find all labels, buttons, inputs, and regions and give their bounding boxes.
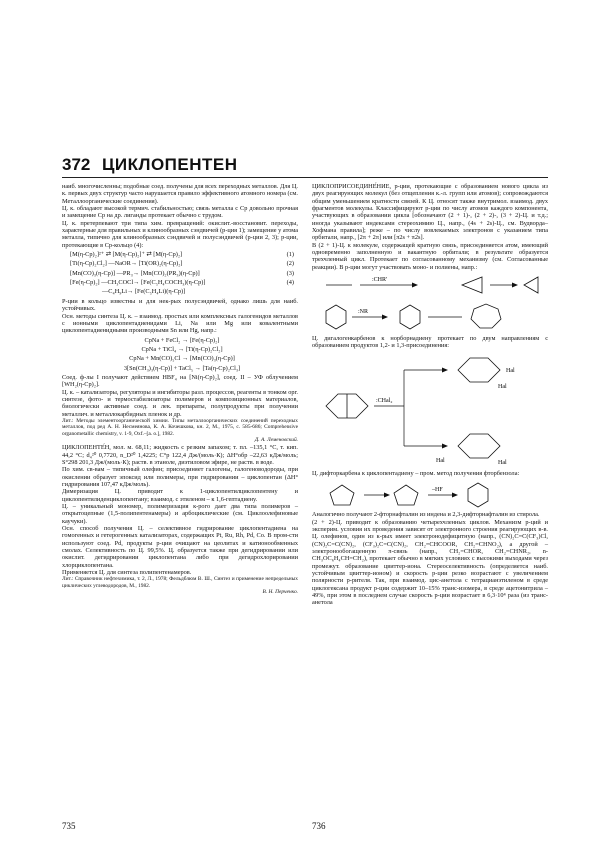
arrow-head [452,493,458,498]
synthesis-2: CpNa + TiCl₄ → [Ti(η-Cp)₂Cl₂] [141,345,223,353]
halogen-label: Hal [498,383,507,390]
paragraph: Аналогично получают 2-фторнафталин из индена и 2,3-дифторнафталин из стирола. [312,511,540,519]
paragraph: Ц. дигалогенкарбенов к норборнадиену протекает по двум направлениям с образованием продуктов 1,2- и 1,3-присоединения: [312,335,548,350]
paragraph: Ц. к. претерпевают три типа хим. превращений: окислит.-восстановит. переходы, характерные для правильных и клинообразных сэндвичей (р-ция 1); замещение у атома металла, типично для клинообразных сэндвичей и полусэндвичей (р-ции 2, 3); р-ции, протекающие в Cp-кольцо (4): [62,219,298,249]
left-column [62,183,298,596]
equation-1 [62,251,298,258]
synthesis-4: 3[Sn(CH₃)₃(η-Cp)] + TaCl₅ → [Ta(η-Cp)₂Cl₃] [123,364,241,372]
equation-number: (4) [286,279,294,287]
equation-number: (2) [286,260,294,268]
reagent-label: –HF [432,487,443,494]
arrow-head [412,283,418,288]
fluorobenzene [468,483,488,507]
paragraph: Димеризация Ц. приводит к 1-циклопентилциклопентену и циклопентилиденциклопентану; взаимод. с этиленом – к 1,6-гептадиену. [62,488,298,503]
paragraph: ЦИКЛОПЕНТЕ́Н, мол. м. 68,11; жидкость с резким запахом; т. пл. –135,1 °C, т. кип. 44,2 °C; d₄²⁰ 0,7720, n_D²⁰ 1,4225; C°p 122,4 Дж/(моль·К); ΔH°обр –22,63 кДж/моль; S°298 201,3 Дж/(моль·К); раств. в этаноле, диэтиловом эфире, не раств. в воде. [62,444,298,466]
paragraph: По хим. св-вам – типичный олефин; присоединяет галогены, галогеноводороды, при окислении образует эпоксид или полимеры, при гидрировании – циклопентан (ΔH° гидрирования 107,47 кДж/моль). [62,466,298,488]
equation-text: —C₄H₉Li→ [Fe(C₅H₄Li)(η-Cp)] [102,288,186,296]
header-rule [62,177,548,178]
author-signature: В. Н. Перченко. [262,588,298,595]
cyclopentadiene [330,485,354,505]
cyclopropane-ring [524,277,538,293]
halogen-label: Hal [498,459,507,466]
aziridine-product [400,305,420,329]
equation-2 [62,260,298,267]
paragraph: Применяется Ц. для синтеза полипентенамеров. [62,569,192,577]
benzene-ring [326,305,346,329]
paragraph: Соед. ф-лы I получают действием HBF₄ на [Ni(η-Cp)₂], соед. II – УФ облучением [WH₂(η-Cp)₂]. [62,373,298,389]
paragraph: наиб. многочисленны; подобные соед. получены для всех переходных металлов. Для Ц. к. первых двух структур часто нарушается правило эффективного атомного номера (см. Металлоорганические соединения). [62,183,298,205]
paragraph: В (2 + 1)-Ц. к молекуле, содержащей кратную связь, присоединяется атом, имеющий одновременно заполненную и вакантную орбитали; в результате образуется трехчленный цикл. Протекает по согласованному механизму (см. Согласованные реакции). В р-ции могут участвовать моно- и полиены, напр.: [312,241,548,271]
halogen-label: Hal [506,367,515,374]
product-1-2-adduct [458,358,500,382]
paragraph: Ц. к. – катализаторы, регуляторы и ингибиторы разл. процессов, реагенты в тонком орг. синтезе, фото- и термостабилизаторы полимеров и композиционных материалов, биологически активные соед. и лек. препараты, полупродукты при получении металлич. и металлокарбидных пленок и др. [62,388,298,418]
arrow-head [384,493,390,498]
paragraph: Ц. дифторкарбена к циклопентадиену – пром. метод получения фторбензола: [312,469,520,477]
literature: Лит.: Справочник нефтехимика, т. 2, Л., 1978; Фельдблюм В. Ш., Синтез и применение непредельных циклических углеводородов, М., 1982. [62,576,298,589]
reagent-label: :NR [358,309,369,316]
paragraph: Ц. – уникальный мономер, полимеризация к-рого дает два типа полимеров – открытоцепные (1,5-полипентенамеры) и арбоциклические (см. Циклоолефиновые каучуки). [62,502,298,525]
equation-number: (3) [286,269,294,277]
synthesis-3: CpNa + Mn(CO)₅Cl → [Mn(CO)₃(η-Cp)] [129,355,235,363]
synthesis-1: CpNa + FeCl₂ → [Fe(η-Cp)₂] [144,336,220,344]
reaction-scheme-1 [312,271,548,335]
equation-3 [62,270,298,277]
paragraph: Осн. методы синтеза Ц. к. – взаимод. простых или комплексных галогенидов металлов с ионными циклопентадиенидами Li, Na или Mg или ковалентными циклопентадиенидными производными Sn или Hg, напр.: [62,312,298,335]
equation-4a [62,279,298,286]
reaction-scheme-2 [312,350,548,470]
page-number: 372 [62,155,91,174]
reagent-label: :CHal₂ [376,397,393,404]
cyclopropane-ring [462,277,482,293]
folio-right: 736 [312,821,326,831]
paragraph: Осн. способ получения Ц. – селективное гидрирование циклопентадиена на гомогенных и гетерогенных катализаторах, содержащих Pt, Ru, Rh, Pd, Co. В пром-сти используют соед. Pd, продукты р-ции очищают на цеолитах и катионообменных смолах. Селективность по Ц. 99,5%. Ц. образуется также при дегидрировании или окислит. дегидрировании циклопентана либо при дегидрохлорировании хлорциклопентана. [62,524,298,569]
paragraph: Ц. к. обладают высокой термич. стабильностью; связь металла с Cp довольно прочная и замещение Cp на др. лиганды протекает обычно с трудом. [62,205,298,220]
paragraph: ЦИКЛОПРИСОЕДИНЕ́НИЕ, р-ции, протекающие с образованием нового цикла из двух реагирующих молекул (без отщепления к.-л. групп или атомов); сопровождаются общим уменьшением кратности связей. К Ц. относят также внутримол. взаимод. двух фрагментов молекулы. Классифицируют р-ции по числу атомов каждого компонента, участвующих в образовании цикла [обозначают (2 + 1)-, (2 + 2)-, (3 + 2)-Ц. и т.д.; иногда указывают индексами стереохимию Ц., напр., (4s + 2s)-Ц., см. Вудворда–Хофмана правила]; реже – по числу вовлекаемых электронов с указанием типа орбитали, напр., [2π + 2π] или [π2s + π2s]. [312,183,548,242]
reaction-scheme-3 [312,477,548,511]
equation-text: [Mn(CO)₃(η-Cp)] —PR₃→ [Mn(CO)₂(PR₃)(η-Cp)] [70,269,200,277]
arrow-head [442,443,448,448]
arrow-head [512,283,518,288]
difluorobicyclo-product [394,485,418,505]
paragraph: (2 + 2)-Ц. приводит к образованию четырехчленных циклов. Механизм р-ций и эксперим. условия их проведения зависят от электронного строения реагирующих в-в. Ц. олефинов, один из к-рых имеет электронодефицитную (напр., (CN)₂C=C(CF₃)Cl, (CN)₂C=C(CN)₂, (CF₃)₂C=C(CN)₂, CH₂=CHCOOR, CH₂=CHNO₂), а другой – электронообогащенную π-связь (напр., CH₂=CHOR, CH₂=CHNR₂, n-CH₃OC₆H₄CH=CH₂), протекает обычно в мягких условиях с высокими выходами через промежут. образование цвиттер-иона. Стереоселективность (определяется наиб. устойчивым цвиттер-ионом) и скорость р-ции резко возрастают с увеличением полярности р-рителя. Так, при взаимод. цис-анетола с тетрацианэтиленом в среде циклогексана продукт р-ции содержит 10–15% транс-изомера, в среде ацетонитрила – 49%, при этом в последнем случае скорость р-ции возрастает в 6,3·10⁴ раза (из транс-анетола [312,518,548,607]
azepine-ring [471,304,501,328]
product-1-3-adduct [458,434,500,458]
equation-text: [M(η-Cp)₂]²⁺ ⇄ [M(η-Cp)₂]⁺ ⇄ [M(η-Cp)₂] [70,251,183,259]
equation-text: [Ti(η-Cp)₂Cl₂] —NaOR→ [Ti(OR)₂(η-Cp)₂] [70,260,183,268]
reagent-label: :CHR' [372,277,388,284]
right-column [312,183,548,607]
halogen-label: Hal [436,457,445,464]
folio-left: 735 [62,821,76,831]
literature: Лит.: Методы элементоорганической химии. Типы металлоорганических соединений переходных металлов, под ред А. Н. Несмеянова, К. А. Кочешкова, кн. 2, М., 1975, с. 585-686; Comprehensive organometallic chemistry, v. 1-9, Oxf.–[a. o.], 1982. [62,417,298,437]
arrow-head [442,367,448,372]
equation-number: (1) [286,251,294,259]
arrow-head [382,315,388,320]
equation-text: [Fe(η-Cp)₂] —CH₃COCl→ [Fe(C₅H₄COCH₃)(η-Cp)] [70,279,206,287]
running-title: ЦИКЛОПЕНТЕН [102,155,238,174]
paragraph: Р-ции в кольцо известны и для нек-рых полусэндвичей, однако лишь для наиб. устойчивых. [62,297,298,313]
equation-4b [62,288,298,295]
author-signature: Д. А. Леменовский. [254,436,298,443]
